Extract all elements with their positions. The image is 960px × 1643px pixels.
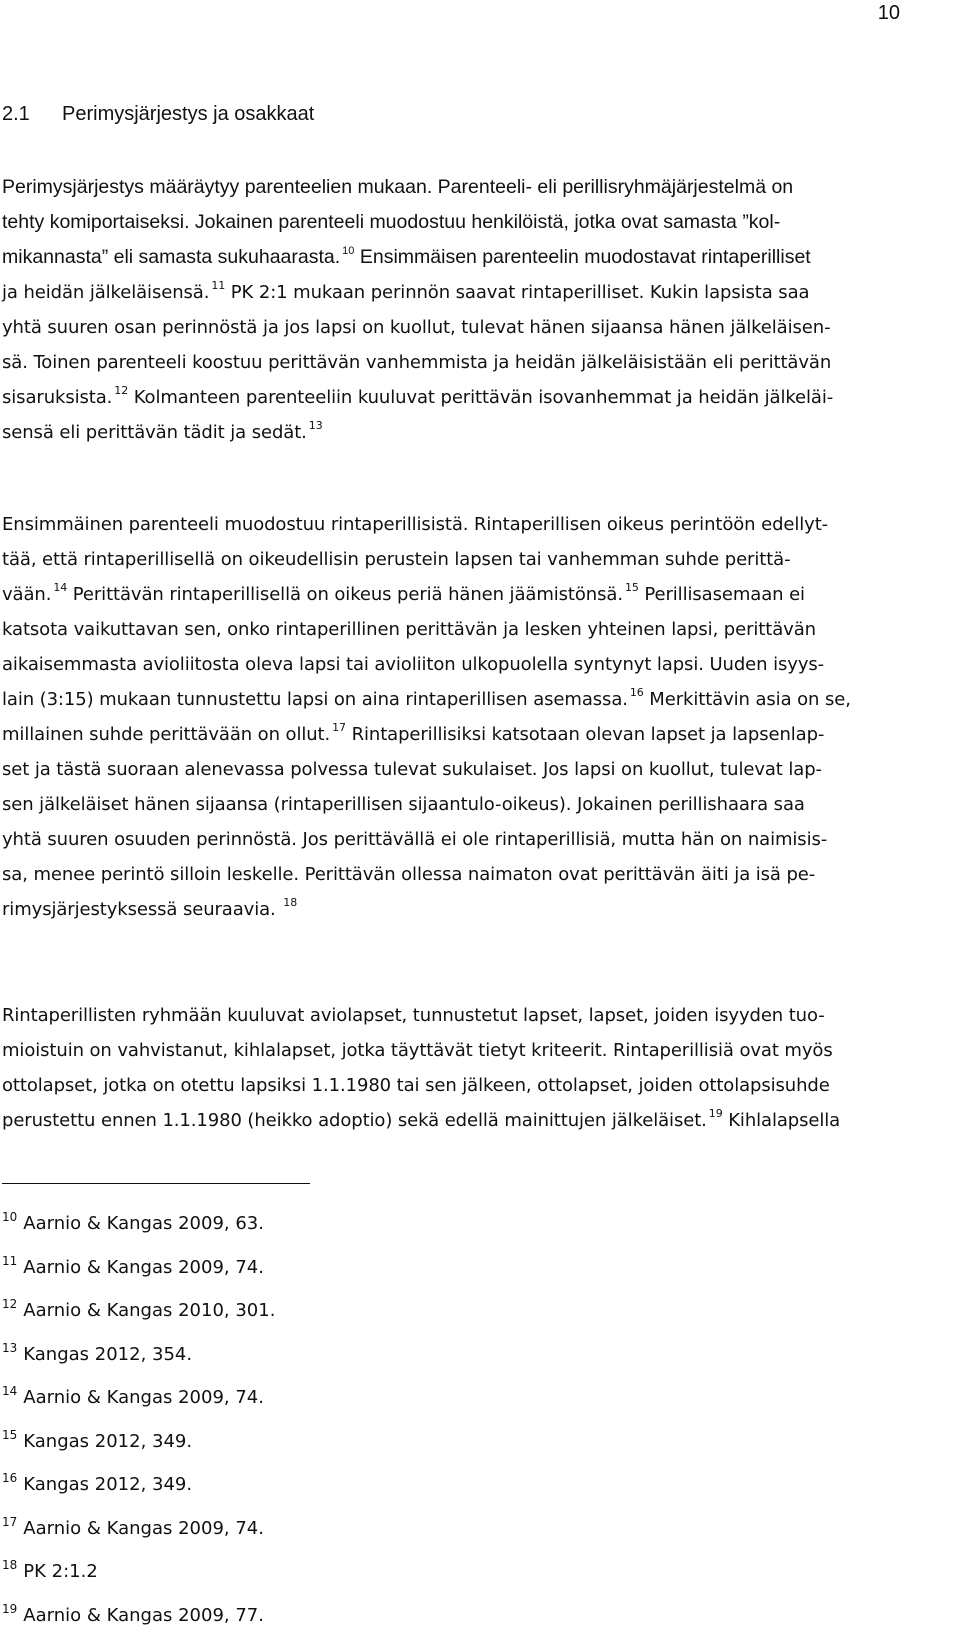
footnote-item bbox=[2, 1330, 602, 1374]
text-run: aikaisemmasta avioliitosta oleva lapsi tai avioliiton ulkopuolella syntynyt lapsi. Uuden isyys- bbox=[2, 654, 825, 675]
footnote-item bbox=[2, 1591, 602, 1635]
footnote-item bbox=[2, 1504, 602, 1548]
text-line bbox=[2, 998, 922, 1033]
text-run: mikannasta” eli samasta sukuhaarasta. bbox=[2, 246, 341, 268]
text-line bbox=[2, 415, 922, 450]
text-run: Merkittävin asia on se, bbox=[643, 689, 851, 710]
text-run: Kolmanteen parenteeliin kuuluvat perittävän isovanhemmat ja heidän jälkeläi- bbox=[128, 387, 834, 408]
footnote-text: Aarnio & Kangas 2009, 74. bbox=[23, 1387, 264, 1408]
text-line bbox=[2, 752, 922, 787]
text-run: set ja tästä suoraan alenevassa polvessa tulevat sukulaiset. Jos lapsi on kuollut, tulevat lap- bbox=[2, 759, 822, 780]
paragraph-descendant-group bbox=[2, 998, 922, 1138]
text-run: millainen suhde perittävään on ollut. bbox=[2, 724, 331, 745]
footnote-item bbox=[2, 1286, 602, 1330]
footnote-reference[interactable]: 17 bbox=[332, 721, 346, 734]
footnote-number: 10 bbox=[2, 1210, 18, 1224]
text-run: Ensimmäinen parenteeli muodostuu rintaperillisistä. Rintaperillisen oikeus perintöön edellyt- bbox=[2, 514, 829, 535]
text-line bbox=[2, 345, 922, 380]
text-run: Perimysjärjestys määräytyy parenteelien mukaan. Parenteeli- eli perillisryhmäjärjestelmä on bbox=[2, 176, 794, 198]
text-run: vään. bbox=[2, 584, 52, 605]
footnote-text: Kangas 2012, 349. bbox=[23, 1430, 193, 1452]
footnote-number: 11 bbox=[2, 1253, 18, 1268]
footnote-number: 14 bbox=[2, 1384, 18, 1398]
text-run: ja heidän jälkeläisensä. bbox=[2, 282, 210, 303]
text-line bbox=[2, 857, 922, 892]
text-run: tää, että rintaperillisellä on oikeudellisin perustein lapsen tai vanhemman suhde perittä- bbox=[2, 549, 791, 570]
text-line bbox=[2, 380, 922, 415]
text-line bbox=[2, 787, 922, 822]
text-line bbox=[2, 310, 922, 345]
text-run: Perillisasemaan ei bbox=[638, 584, 805, 605]
text-line bbox=[2, 1103, 922, 1138]
footnote-number: 12 bbox=[2, 1297, 18, 1311]
text-run: tehty komiportaiseksi. Jokainen parenteeli muodostuu henkilöistä, jotka ovat samasta ”kol- bbox=[2, 211, 781, 233]
paragraph-first-parentela bbox=[2, 507, 922, 927]
footnote-item bbox=[2, 1417, 602, 1461]
text-run: Ensimmäisen parenteelin muodostavat rintaperilliset bbox=[354, 246, 811, 268]
text-line bbox=[2, 275, 922, 310]
footnote-reference[interactable]: 19 bbox=[708, 1107, 723, 1120]
footnote-reference[interactable]: 11 bbox=[211, 279, 226, 292]
text-line bbox=[2, 822, 922, 857]
text-line bbox=[2, 647, 922, 682]
text-run: sa, menee perintö silloin leskelle. Perittävän ollessa naimaton ovat perittävän äiti ja isä pe- bbox=[2, 864, 816, 885]
text-run: katsota vaikuttavan sen, onko rintaperillinen perittävän ja lesken yhteinen lapsi, perittävän bbox=[2, 619, 816, 640]
text-run: PK 2:1 mukaan perinnön saavat rintaperilliset. Kukin lapsista saa bbox=[225, 282, 810, 303]
text-run: Kihlalapsella bbox=[722, 1110, 841, 1131]
text-run: mioistuin on vahvistanut, kihlalapset, jotka täyttävät tietyt kriteerit. Rintaperillisiä ovat myös bbox=[2, 1040, 833, 1061]
footnote-text: Aarnio & Kangas 2009, 74. bbox=[23, 1256, 264, 1278]
text-run: perustettu ennen 1.1.1980 (heikko adoptio) sekä edellä mainittujen jälkeläiset. bbox=[2, 1110, 707, 1131]
section-number: 2.1 bbox=[2, 103, 30, 125]
footnote-number: 18 bbox=[2, 1558, 18, 1572]
footnote-separator bbox=[2, 1183, 310, 1184]
footnote-text: Kangas 2012, 349. bbox=[23, 1474, 193, 1495]
footnote-item bbox=[2, 1460, 602, 1504]
footnote-number: 13 bbox=[2, 1340, 18, 1355]
text-line bbox=[2, 892, 922, 927]
text-line bbox=[2, 240, 922, 275]
text-run: Rintaperillisiksi katsotaan olevan lapset ja lapsenlap- bbox=[345, 724, 825, 745]
footnote-reference[interactable]: 12 bbox=[114, 384, 129, 397]
footnote-reference[interactable]: 14 bbox=[53, 581, 68, 594]
footnote-reference[interactable]: 13 bbox=[308, 419, 323, 432]
text-line bbox=[2, 717, 922, 752]
footnote-reference[interactable]: 10 bbox=[342, 245, 355, 257]
footnotes bbox=[2, 1199, 602, 1634]
footnote-reference[interactable]: 16 bbox=[629, 686, 644, 699]
text-run: sä. Toinen parenteeli koostuu perittävän vanhemmista ja heidän jälkeläisistään eli perittävän bbox=[2, 352, 832, 373]
text-run: rimysjärjestyksessä seuraavia. bbox=[2, 899, 282, 920]
section-title: Perimysjärjestys ja osakkaat bbox=[62, 103, 315, 125]
text-line bbox=[2, 1068, 922, 1103]
footnote-number: 16 bbox=[2, 1471, 18, 1485]
text-run: ottolapset, jotka on otettu lapsiksi 1.1.1980 tai sen jälkeen, ottolapset, joiden ottolapsisuhde bbox=[2, 1075, 830, 1096]
footnote-reference[interactable]: 15 bbox=[624, 581, 639, 594]
text-run: yhtä suuren osuuden perinnöstä. Jos perittävällä ei ole rintaperillisiä, mutta hän on naimisis- bbox=[2, 829, 828, 850]
text-run: Rintaperillisten ryhmään kuuluvat aviolapset, tunnustetut lapset, lapset, joiden isyyden tuo- bbox=[2, 1005, 825, 1026]
footnote-reference[interactable]: 18 bbox=[283, 896, 298, 909]
text-line bbox=[2, 542, 922, 577]
footnote-item bbox=[2, 1199, 602, 1243]
footnote-number: 17 bbox=[2, 1514, 18, 1529]
text-run: sisaruksista. bbox=[2, 387, 113, 408]
text-line bbox=[2, 612, 922, 647]
text-run: sen jälkeläiset hänen sijaansa (rintaperillisen sijaantulo-oikeus). Jokainen perillishaara saa bbox=[2, 794, 805, 815]
text-line bbox=[2, 170, 922, 205]
section-heading bbox=[2, 103, 314, 126]
footnote-text: Aarnio & Kangas 2009, 77. bbox=[23, 1604, 264, 1626]
text-line bbox=[2, 682, 922, 717]
text-run: sensä eli perittävän tädit ja sedät. bbox=[2, 422, 307, 443]
footnote-text: Aarnio & Kangas 2009, 63. bbox=[23, 1213, 264, 1234]
text-line bbox=[2, 205, 922, 240]
footnote-number: 15 bbox=[2, 1427, 18, 1442]
text-run: yhtä suuren osan perinnöstä ja jos lapsi on kuollut, tulevat hänen sijaansa hänen jälkeläisen- bbox=[2, 317, 831, 338]
footnote-text: Kangas 2012, 354. bbox=[23, 1343, 193, 1365]
footnote-number: 19 bbox=[2, 1601, 18, 1616]
footnote-item bbox=[2, 1243, 602, 1287]
text-run: Perittävän rintaperillisellä on oikeus periä hänen jäämistönsä. bbox=[67, 584, 623, 605]
footnote-text: Aarnio & Kangas 2010, 301. bbox=[23, 1300, 276, 1321]
text-line bbox=[2, 507, 922, 542]
page-number: 10 bbox=[877, 2, 900, 24]
footnote-item bbox=[2, 1547, 602, 1591]
text-line bbox=[2, 1033, 922, 1068]
text-run: lain (3:15) mukaan tunnustettu lapsi on aina rintaperillisen asemassa. bbox=[2, 689, 628, 710]
footnote-item bbox=[2, 1373, 602, 1417]
footnote-text: PK 2:1.2 bbox=[23, 1561, 98, 1582]
text-line bbox=[2, 577, 922, 612]
paragraph-parentelic-order bbox=[2, 170, 922, 450]
footnote-text: Aarnio & Kangas 2009, 74. bbox=[23, 1517, 264, 1539]
